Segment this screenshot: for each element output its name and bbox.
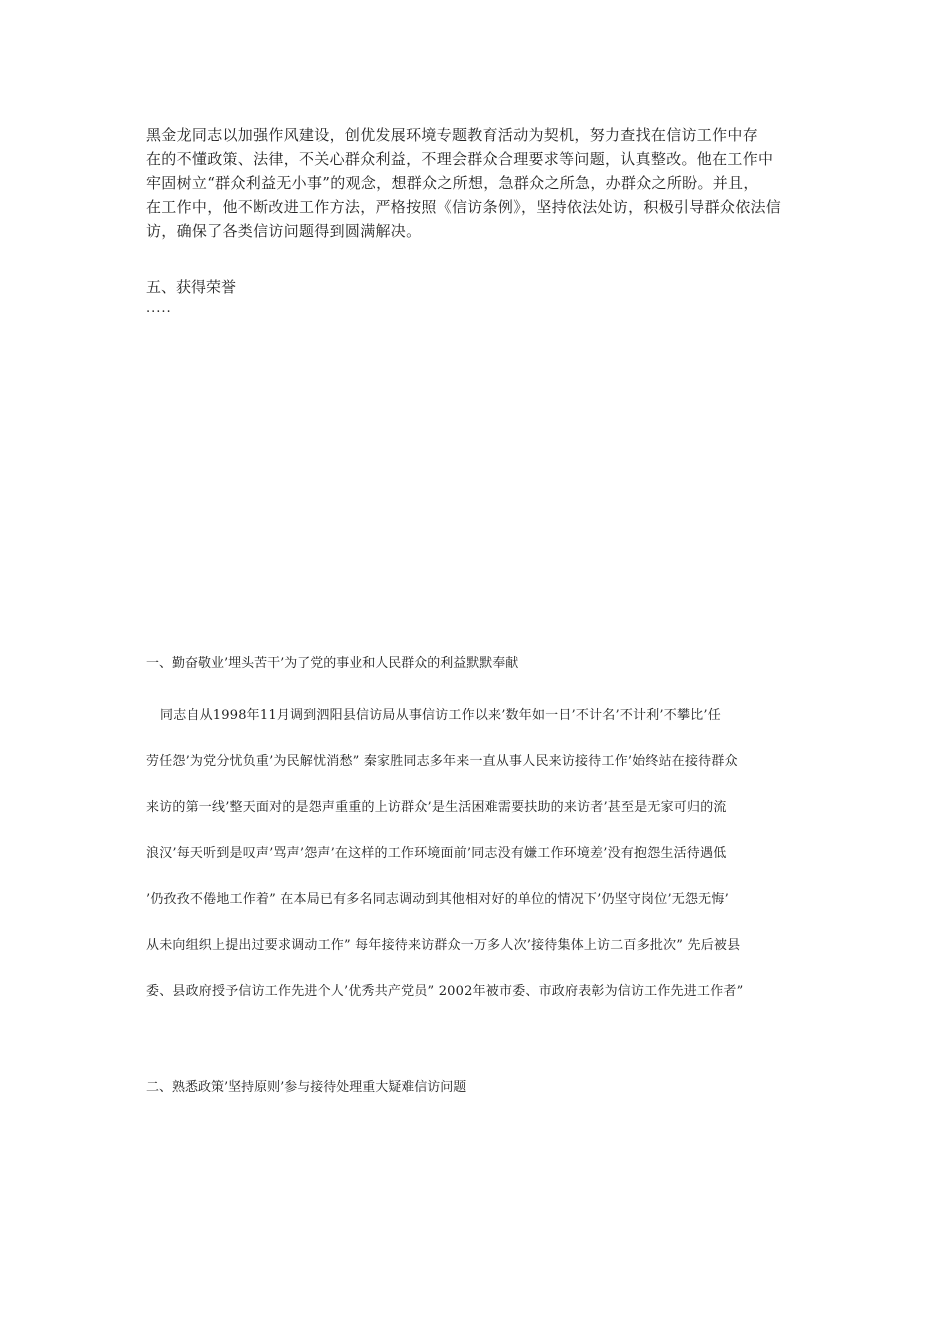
body-line: ’仍孜孜不倦地工作着” 在本局已有多名同志调动到其他相对好的单位的情况下’仍坚守岗位’无怨无悔’ <box>146 892 729 907</box>
body-line: 委、县政府授予信访工作先进个人’优秀共产党员” 2002年被市委、市政府表彰为信访工作先进工作者” <box>146 984 744 999</box>
section-1-body <box>146 700 810 1022</box>
paragraph-line: 在的不懂政策、法律，不关心群众利益，不理会群众合理要求等问题，认真整改。他在工作中 <box>146 150 774 168</box>
body-line: 同志自从1998年11月调到泗阳县信访局从事信访工作以来’数年如一日’不计名’不计利’不攀比’任 <box>160 708 721 723</box>
body-line: 来访的第一线’整天面对的是怨声重重的上访群众’是生活困难需要扶助的来访者’甚至是无家可归的流 <box>146 800 727 815</box>
body-line: 浪汉’每天听到是叹声’骂声’怨声’在这样的工作环境面前’同志没有嫌工作环境差’没有抱怨生活待遇低 <box>146 846 727 861</box>
section-heading-honors: 五、获得荣誉 <box>146 278 237 296</box>
body-line: 从未向组织上提出过要求调动工作” 每年接待来访群众一万多人次’接待集体上访二百多批次” 先后被县 <box>146 938 741 953</box>
ellipsis-text: ..... <box>146 301 172 316</box>
section-heading-2: 二、熟悉政策’坚持原则’参与接待处理重大疑难信访问题 <box>146 1080 467 1095</box>
paragraph-honors-intro <box>146 123 810 243</box>
body-line: 劳任怨’为党分忧负重’为民解忧消愁” 秦家胜同志多年来一直从事人民来访接待工作’始终站在接待群众 <box>146 754 738 769</box>
paragraph-line: 在工作中，他不断改进工作方法，严格按照《信访条例》，坚持依法处访，积极引导群众依法信 <box>146 198 782 216</box>
section-heading-1: 一、勤奋敬业’埋头苦干’为了党的事业和人民群众的利益默默奉献 <box>146 656 519 671</box>
paragraph-line: 牢固树立“群众利益无小事”的观念，想群众之所想，急群众之所急，办群众之所盼。并且， <box>146 174 759 192</box>
paragraph-line: 黑金龙同志以加强作风建设，创优发展环境专题教育活动为契机，努力查找在信访工作中存 <box>146 126 759 144</box>
paragraph-line: 访，确保了各类信访问题得到圆满解决。 <box>146 222 422 240</box>
